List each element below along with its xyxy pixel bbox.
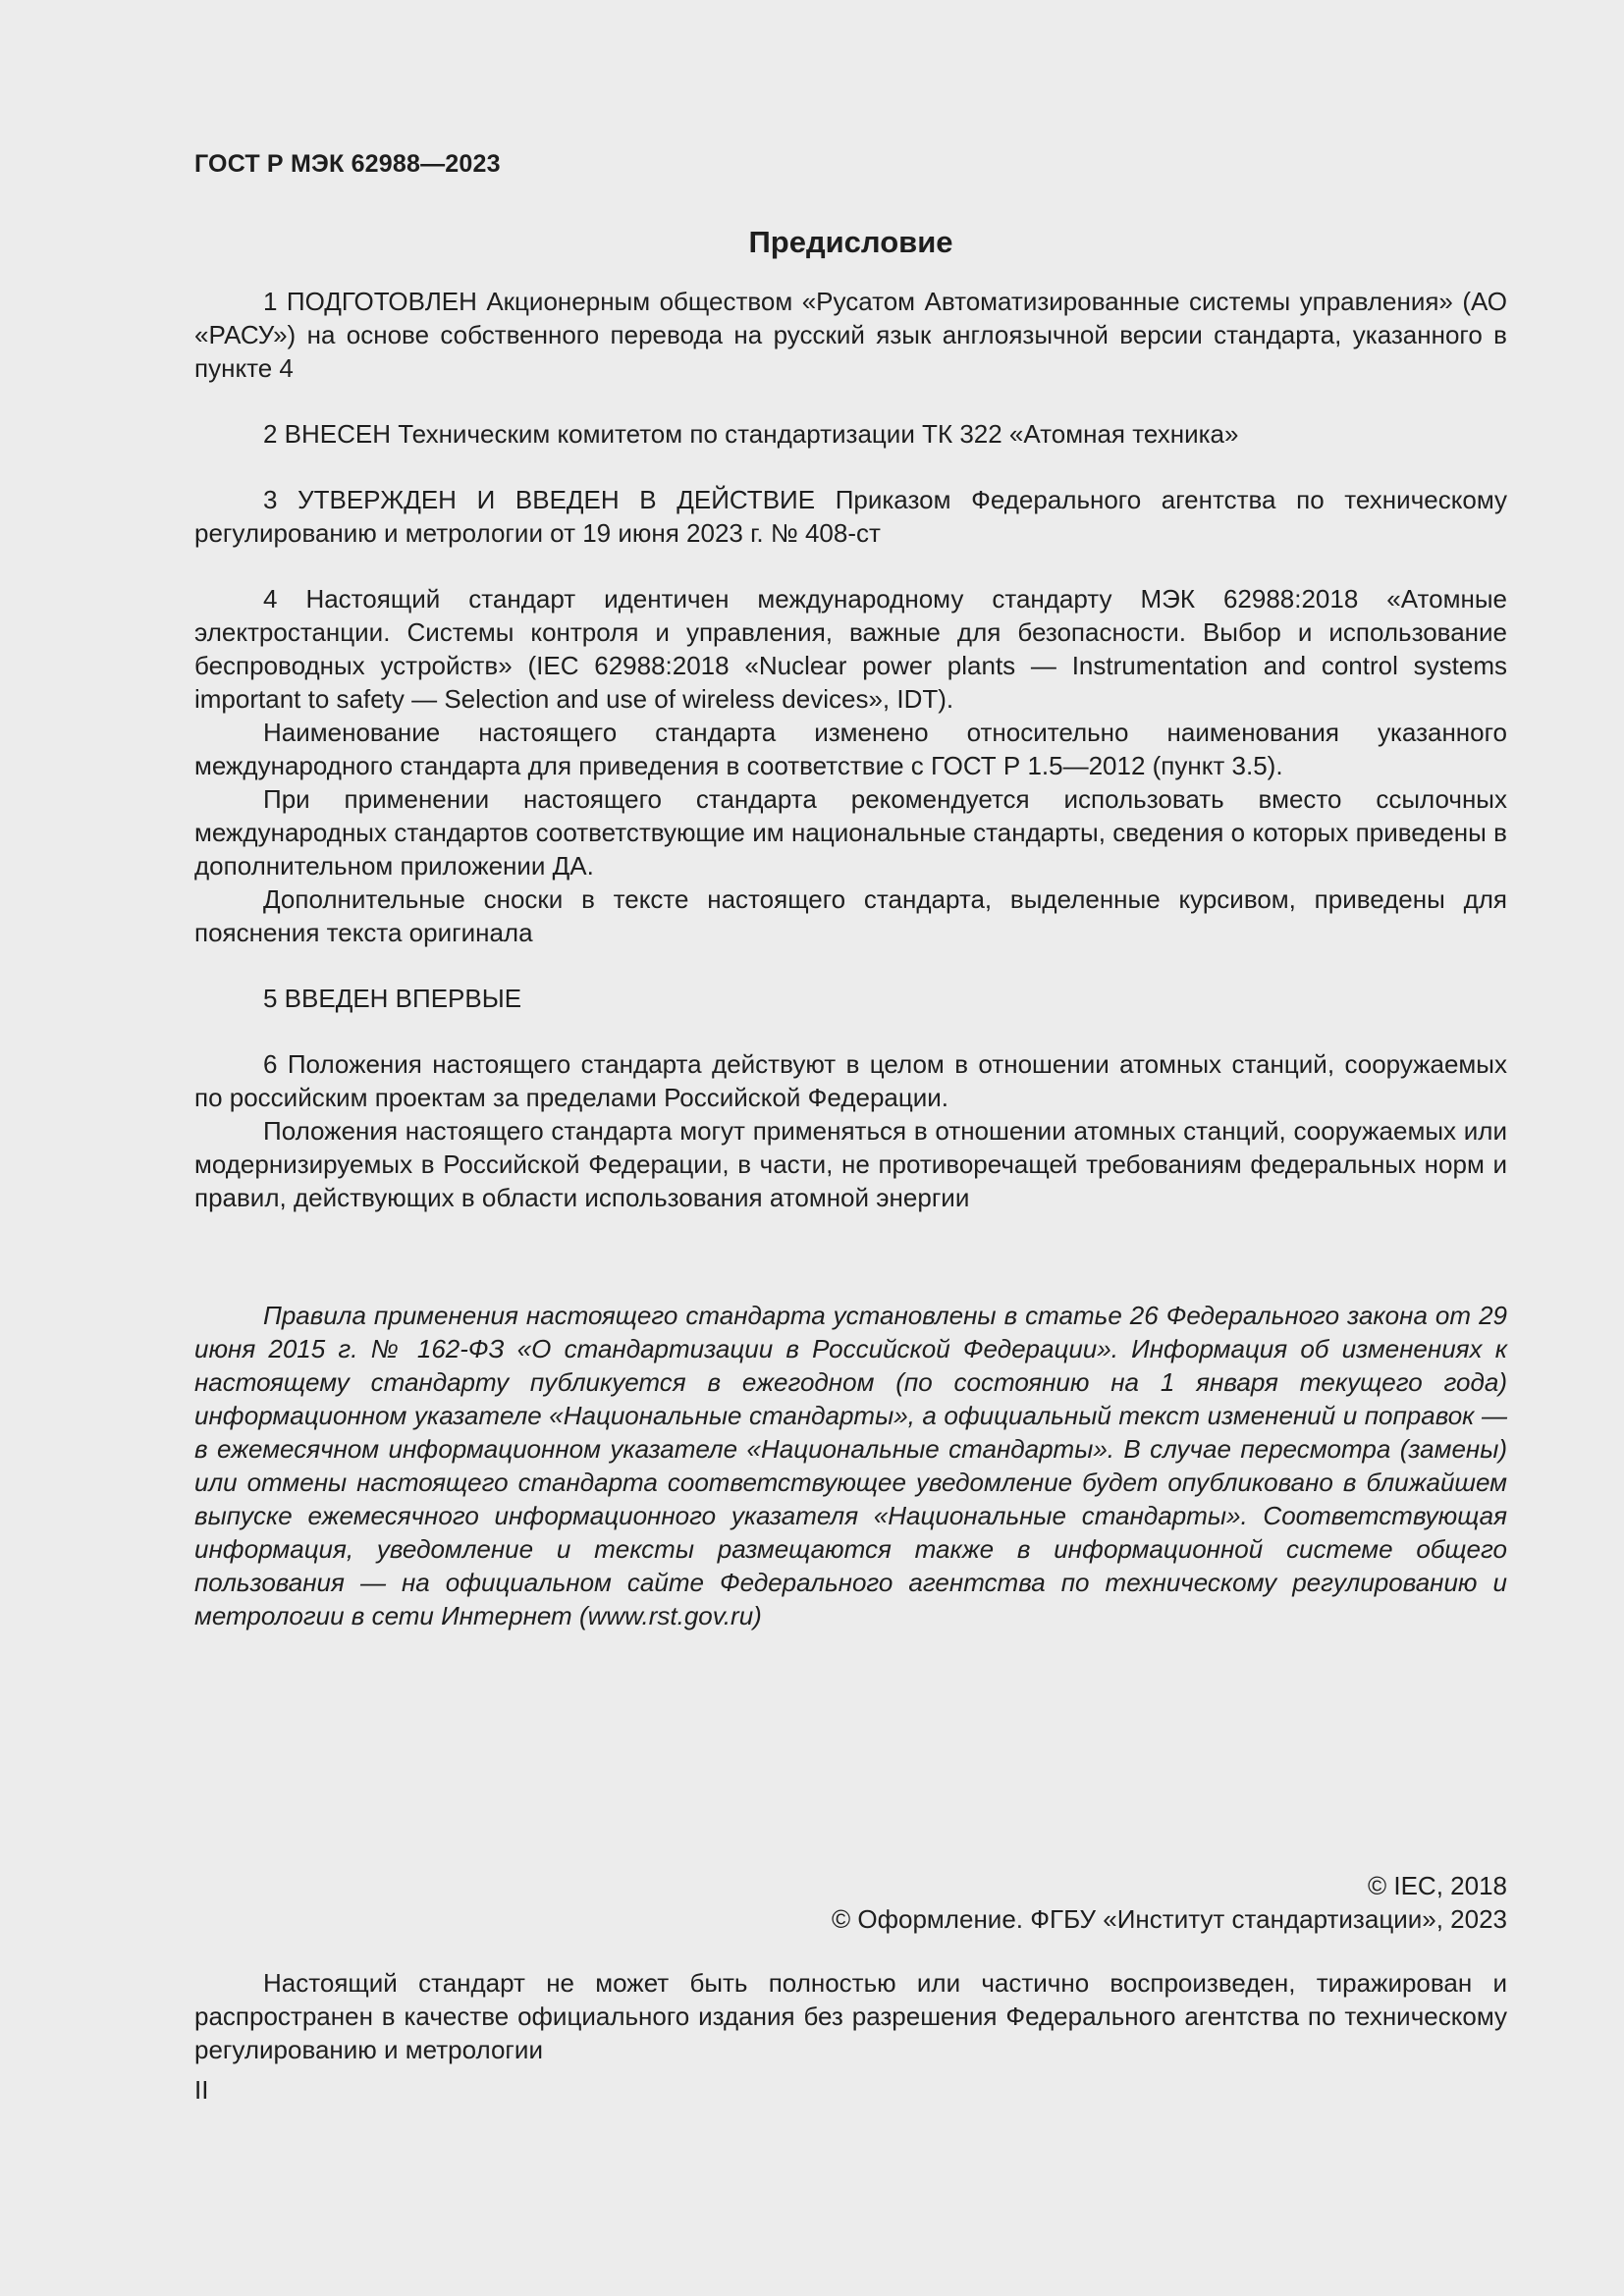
copyright-block — [832, 1869, 1507, 1936]
reproduction-notice: Настоящий стандарт не может быть полностью или частично воспроизведен, тиражирован и распространен в качестве официального издания без разрешения Федерального агентства по техническому регулированию и метрологии — [194, 1968, 1507, 2064]
copyright-design: © Оформление. ФГБУ «Институт стандартизации», 2023 — [832, 1904, 1507, 1934]
item-2: 2 ВНЕСЕН Техническим комитетом по стандартизации ТК 322 «Атомная техника» — [263, 419, 1239, 449]
rules-note: Правила применения настоящего стандарта установлены в статье 26 Федерального закона от 29 июня 2015 г. № 162-ФЗ «О стандартизации в Российской Федерации». Информация об изменениях к настоящему стандарту публикуется в ежегодном (по состоянию на 1 января текущего года) информационном указателе «Национальные стандарты», а официальный текст изменений и поправок — в ежемесячном информационном указателе «Национальные стандарты». В случае пересмотра (замены) или отмены настоящего стандарта соответствующее уведомление будет опубликовано в ближайшем выпуске ежемесячного информационного указателя «Национальные стандарты». Соответствующая информация, уведомление и тексты размещаются также в информационной системе общего пользования — на официальном сайте Федерального агентства по техническому регулированию и метрологии в сети Интернет (www.rst.gov.ru) — [194, 1301, 1507, 1630]
page-number: II — [194, 2075, 209, 2105]
item-4-paragraph-2: Наименование настоящего стандарта изменено относительно наименования указанного международного стандарта для приведения в соответствие с ГОСТ Р 1.5—2012 (пункт 3.5). — [194, 718, 1507, 780]
item-4-paragraph-4: Дополнительные сноски в тексте настоящего стандарта, выделенные курсивом, приведены для пояснения текста оригинала — [194, 884, 1507, 947]
document-page — [194, 0, 1507, 2296]
item-6: 6 Положения настоящего стандарта действуют в целом в отношении атомных станций, сооружаемых по российским проектам за пределами Российской Федерации. — [194, 1049, 1507, 1112]
reproduction-notice-block — [194, 1966, 1507, 2066]
page-title: Предисловие — [748, 225, 953, 259]
item-5: 5 ВВЕДЕН ВПЕРВЫЕ — [263, 984, 522, 1013]
item-3: 3 УТВЕРЖДЕН И ВВЕДЕН В ДЕЙСТВИЕ Приказом Федерального агентства по техническому регулированию и метрологии от 19 июня 2023 г. № 408-ст — [194, 485, 1507, 548]
item-4: 4 Настоящий стандарт идентичен международному стандарту МЭК 62988:2018 «Атомные электростанции. Системы контроля и управления, важные для безопасности. Выбор и использование беспроводных устройств» (IEC 62988:2018 «Nuclear power plants — Instrumentation and control systems important to safety — Selection and use of wireless devices», IDT). — [194, 584, 1507, 714]
preface-body — [194, 285, 1507, 1214]
rules-note-block — [194, 1299, 1507, 1632]
document-code: ГОСТ Р МЭК 62988—2023 — [194, 150, 501, 178]
item-1: 1 ПОДГОТОВЛЕН Акционерным обществом «Русатом Автоматизированные системы управления» (АО «РАСУ») на основе собственного перевода на русский язык англоязычной версии стандарта, указанного в пункте 4 — [194, 287, 1507, 383]
copyright-iec: © IEC, 2018 — [1367, 1871, 1507, 1900]
item-4-paragraph-3: При применении настоящего стандарта рекомендуется использовать вместо ссылочных международных стандартов соответствующие им национальные стандарты, сведения о которых приведены в дополнительном приложении ДА. — [194, 784, 1507, 881]
item-6-paragraph-2: Положения настоящего стандарта могут применяться в отношении атомных станций, сооружаемых или модернизируемых в Российской Федерации, в части, не противоречащей требованиям федеральных норм и правил, действующих в области использования атомной энергии — [194, 1116, 1507, 1212]
